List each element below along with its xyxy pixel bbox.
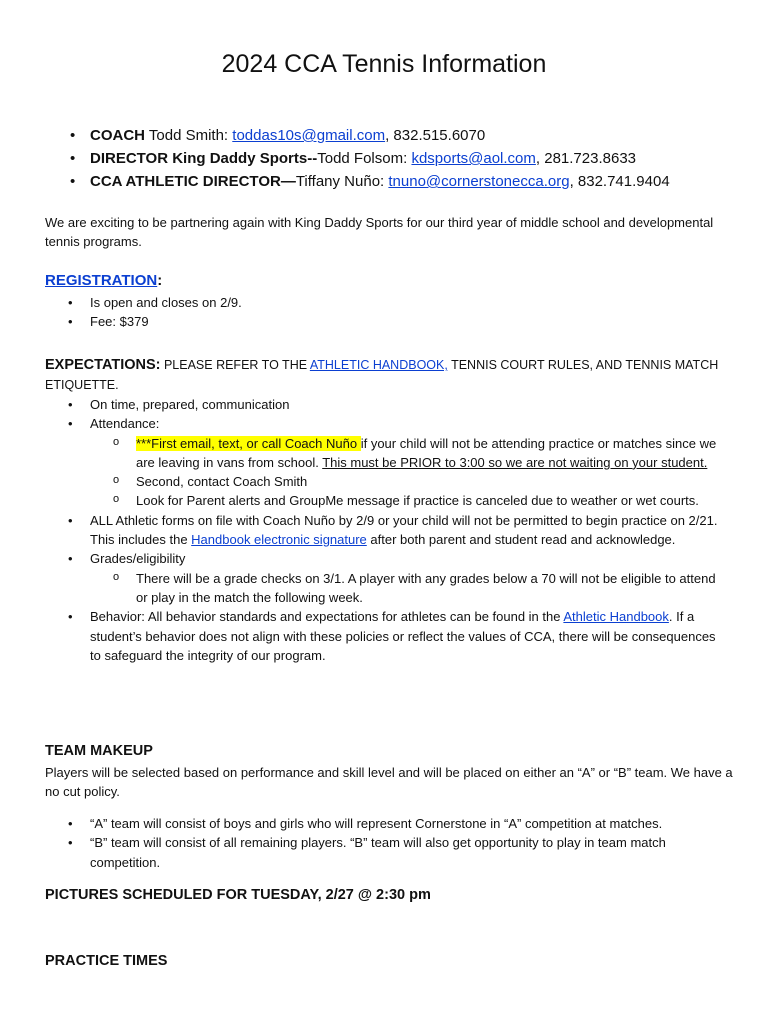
team-makeup-heading: TEAM MAKEUP bbox=[45, 743, 153, 759]
forms-suffix: after both parent and student read and acknowledge. bbox=[366, 532, 676, 548]
contact-name: Todd Smith: bbox=[145, 127, 233, 144]
sub-item bbox=[90, 434, 728, 473]
attendance-text: if your child will not be attending practice or matches since we are leaving in vans from school. bbox=[136, 435, 717, 470]
highlighted-text: ***First email, text, or call Coach Nuño bbox=[136, 435, 361, 451]
expectations-list bbox=[68, 395, 728, 665]
contact-role: CCA ATHLETIC DIRECTOR— bbox=[90, 173, 296, 190]
athletic-handbook-link[interactable]: ATHLETIC HANDBOOK, bbox=[309, 358, 448, 372]
contact-role: COACH bbox=[90, 127, 145, 144]
email-link[interactable]: kdsports@aol.com bbox=[411, 150, 536, 167]
pictures-heading: PICTURES SCHEDULED FOR TUESDAY, 2/27 @ 2:30 pm bbox=[45, 887, 431, 903]
contact-name: Tiffany Nuño: bbox=[295, 173, 389, 190]
expectations-title: EXPECTATIONS: bbox=[45, 357, 161, 373]
registration-link[interactable]: REGISTRATION bbox=[45, 272, 158, 289]
page-title: 2024 CCA Tennis Information bbox=[221, 50, 547, 78]
list-item-grades bbox=[68, 549, 728, 607]
sub-item: o There will be a grade checks on 3/1. A player with any grades below a 70 will not be eligible to attend or play in the match the following week. bbox=[90, 569, 728, 608]
list-item: • On time, prepared, communication bbox=[68, 395, 728, 414]
list-item-attendance bbox=[68, 414, 728, 510]
registration-colon: : bbox=[157, 272, 163, 289]
contact-director bbox=[70, 147, 670, 170]
sub-item: o Second, contact Coach Smith bbox=[90, 472, 728, 491]
attendance-sublist bbox=[90, 434, 728, 511]
contact-phone: , 281.723.8633 bbox=[535, 150, 636, 167]
contact-name: Todd Folsom: bbox=[317, 150, 412, 167]
list-item: • Fee: $379 bbox=[68, 312, 728, 331]
contact-coach bbox=[70, 124, 670, 147]
attendance-underline: This must be PRIOR to 3:00 so we are not waiting on your student. bbox=[322, 454, 708, 470]
email-link[interactable]: tnuno@cornerstonecca.org bbox=[388, 173, 570, 190]
email-link[interactable]: toddas10s@gmail.com bbox=[232, 127, 386, 144]
registration-heading bbox=[45, 271, 735, 290]
forms-text: ALL Athletic forms on file with Coach Nuño by 2/9 or your child will not be permitted to begin practice on 2/21. This includes the bbox=[90, 512, 718, 548]
expectations-refer-suffix: TENNIS COURT RULES, AND TENNIS MATCH ETIQUETTE. bbox=[45, 358, 719, 392]
athletic-handbook-link[interactable]: Athletic Handbook bbox=[563, 609, 669, 625]
handbook-signature-link[interactable]: Handbook electronic signature bbox=[191, 532, 367, 548]
registration-list bbox=[68, 293, 728, 332]
intro-paragraph: We are exciting to be partnering again with King Daddy Sports for our third year of middle school and developmental tennis programs. bbox=[45, 215, 714, 249]
grades-sublist bbox=[90, 569, 728, 608]
team-makeup-text: Players will be selected based on performance and skill level and will be placed on either an “A” or “B” team. We have a no cut policy. bbox=[45, 765, 733, 799]
expectations-heading bbox=[45, 355, 735, 395]
behavior-text: Behavior: All behavior standards and expectations for athletes can be found in the bbox=[90, 609, 564, 625]
contact-athletic-director bbox=[70, 170, 670, 193]
sub-item: o Look for Parent alerts and GroupMe message if practice is canceled due to weather or wet courts. bbox=[90, 491, 728, 510]
list-item: • “B” team will consist of all remaining players. “B” team will also get opportunity to play in team match competition. bbox=[68, 833, 728, 872]
contact-role: DIRECTOR King Daddy Sports-- bbox=[90, 150, 318, 167]
behavior-suffix: . If a student’s behavior does not align with these policies or reflect the values of CCA, there will be consequences to safeguard the integrity of our program. bbox=[90, 609, 716, 663]
contact-phone: , 832.741.9404 bbox=[569, 173, 670, 190]
attendance-label: Attendance: bbox=[90, 416, 160, 432]
practice-times-heading: PRACTICE TIMES bbox=[45, 953, 168, 969]
list-item-forms bbox=[68, 511, 728, 550]
contact-phone: , 832.515.6070 bbox=[385, 127, 486, 144]
list-item-behavior bbox=[68, 607, 728, 665]
list-item: • Is open and closes on 2/9. bbox=[68, 293, 728, 312]
list-item: • “A” team will consist of boys and girls who will represent Cornerstone in “A” competition at matches. bbox=[68, 814, 728, 833]
contact-list bbox=[70, 124, 670, 193]
team-list bbox=[68, 814, 728, 872]
expectations-refer-prefix: PLEASE REFER TO THE bbox=[160, 358, 310, 372]
grades-label: Grades/eligibility bbox=[90, 551, 186, 567]
